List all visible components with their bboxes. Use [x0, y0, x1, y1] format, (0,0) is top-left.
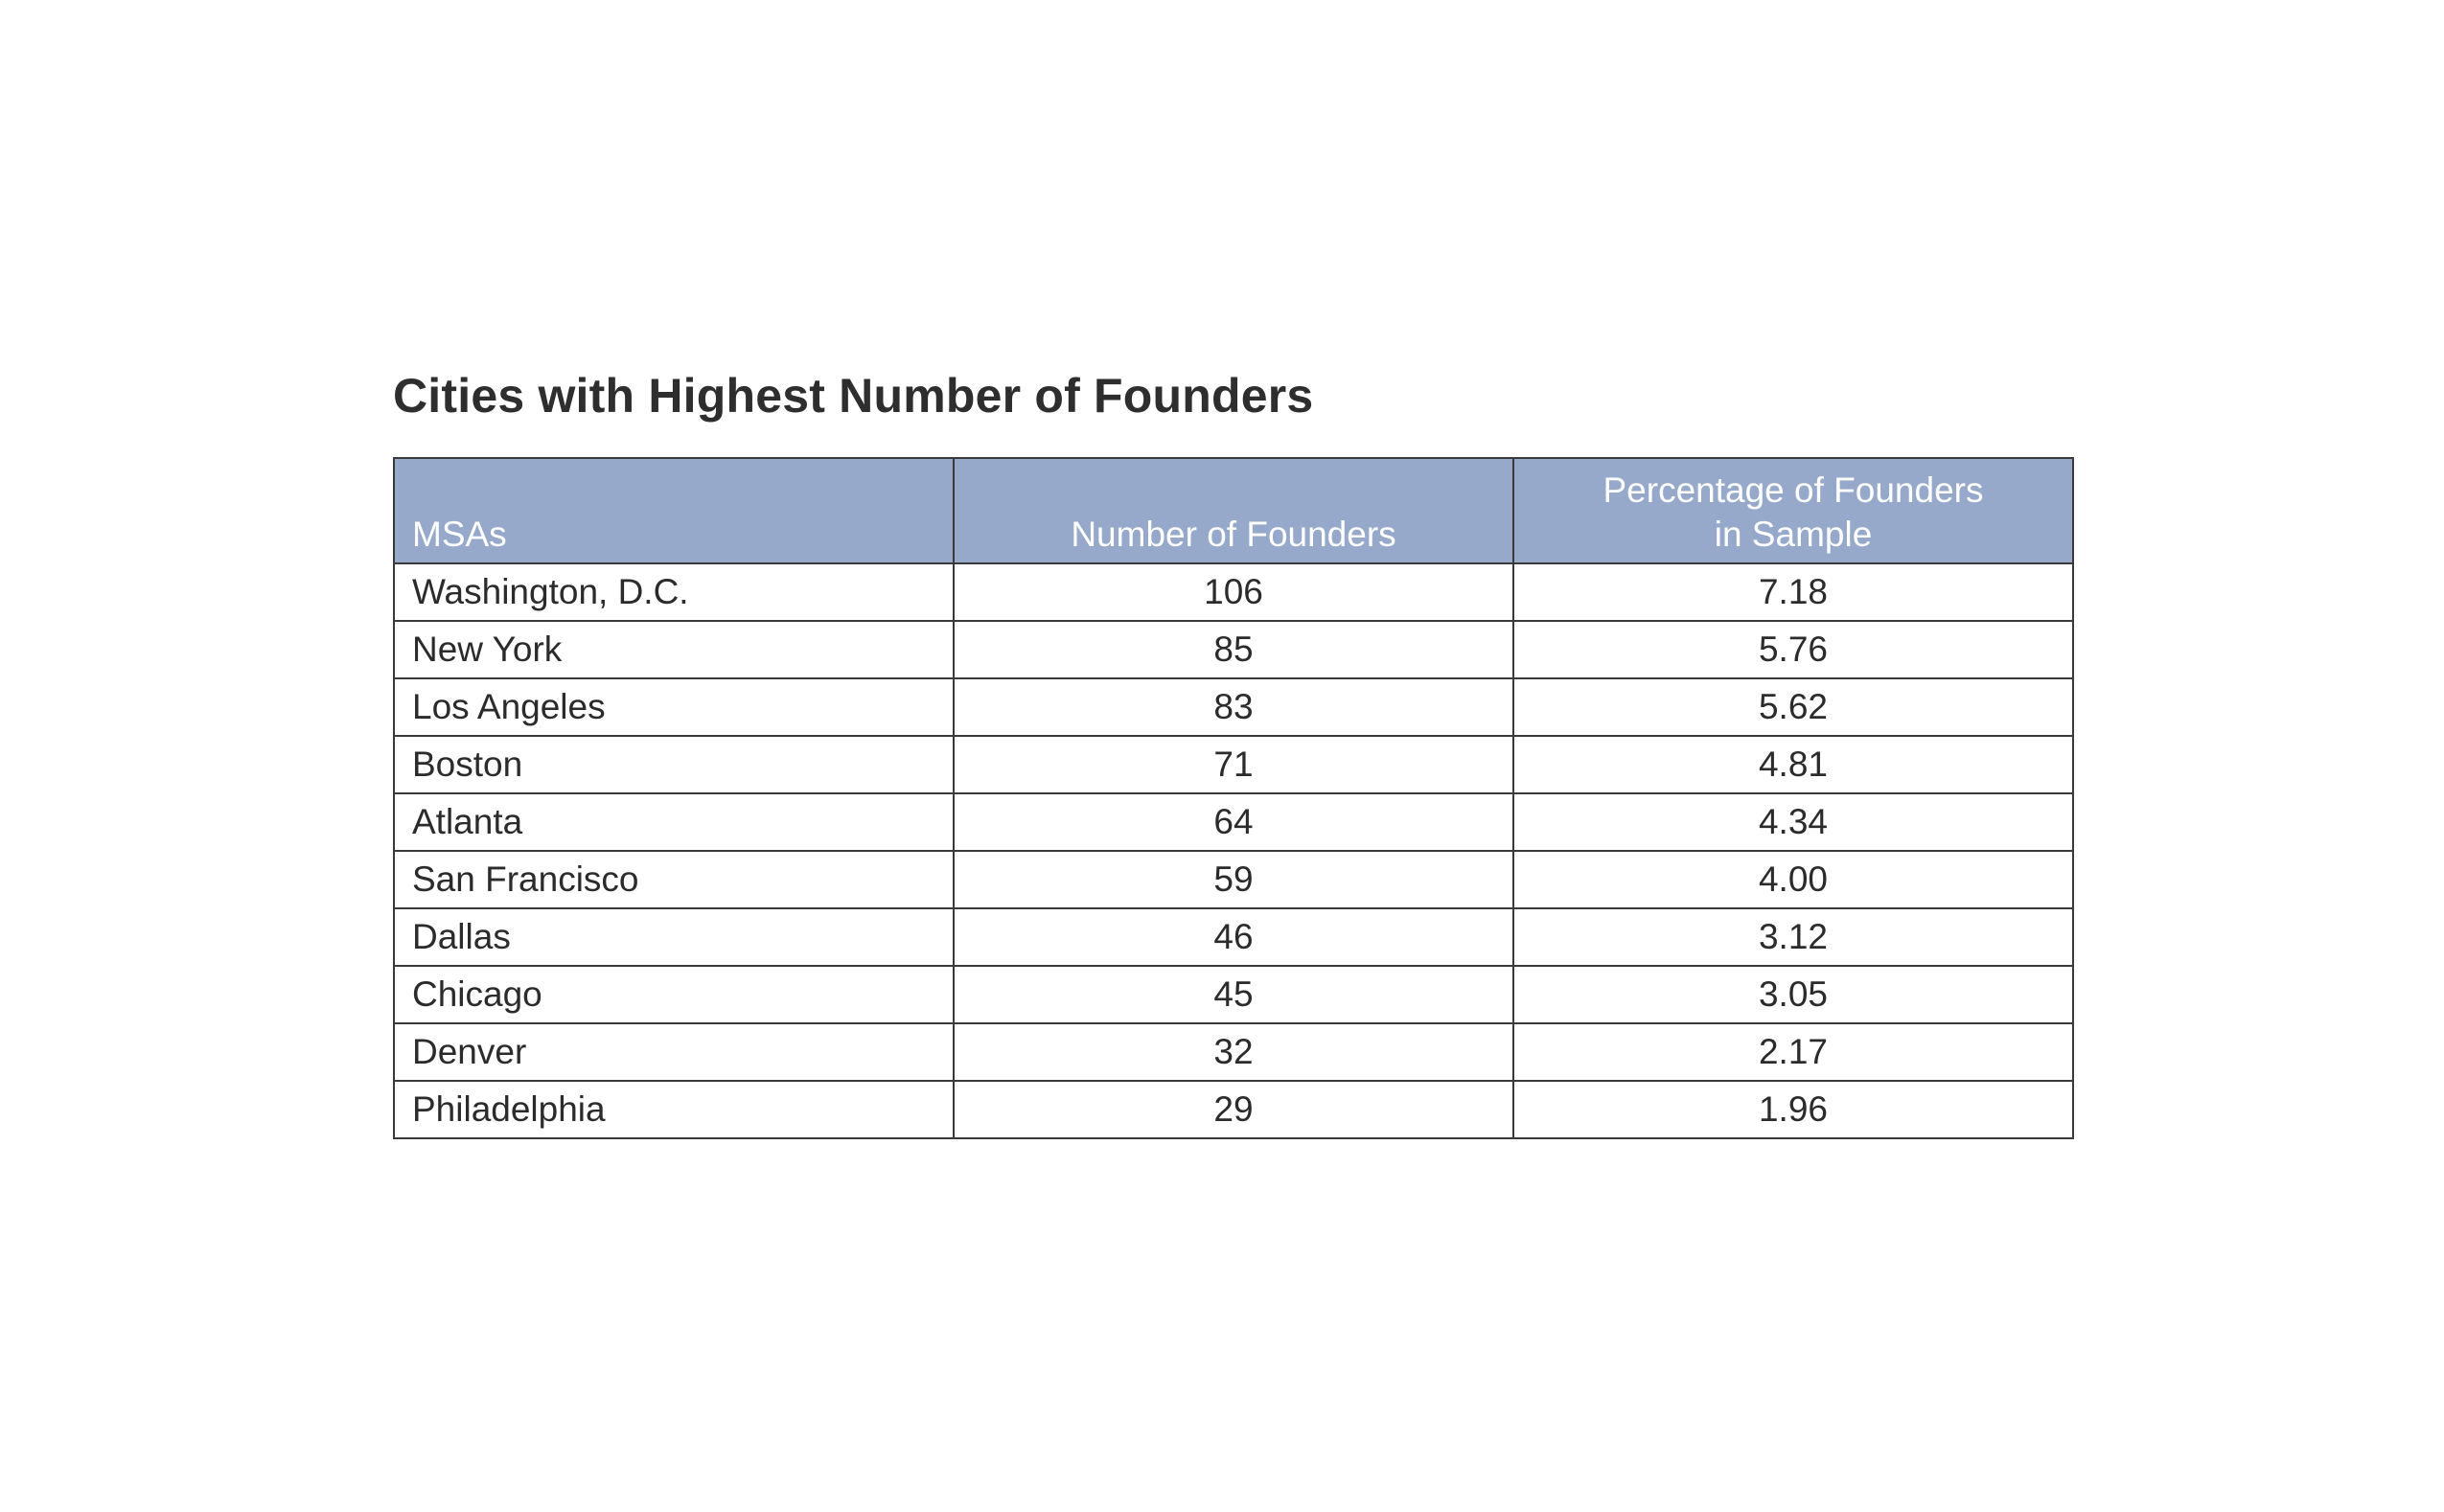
cell-msa: Atlanta — [394, 793, 954, 851]
table-title: Cities with Highest Number of Founders — [393, 369, 1314, 423]
cell-percentage: 4.34 — [1513, 793, 2073, 851]
cell-percentage: 7.18 — [1513, 563, 2073, 621]
cell-msa: Washington, D.C. — [394, 563, 954, 621]
table-row — [394, 1081, 2073, 1138]
cell-number: 46 — [954, 908, 1513, 966]
table-row — [394, 1023, 2073, 1081]
cell-number: 32 — [954, 1023, 1513, 1081]
cell-msa: Dallas — [394, 908, 954, 966]
cell-number: 85 — [954, 621, 1513, 678]
cell-percentage: 3.12 — [1513, 908, 2073, 966]
table-row — [394, 851, 2073, 908]
table-body — [394, 563, 2073, 1138]
table-row — [394, 966, 2073, 1023]
cell-msa: Los Angeles — [394, 678, 954, 736]
cell-msa: Boston — [394, 736, 954, 793]
cell-percentage: 4.00 — [1513, 851, 2073, 908]
cell-msa: Philadelphia — [394, 1081, 954, 1138]
table-row — [394, 621, 2073, 678]
cell-percentage: 5.62 — [1513, 678, 2073, 736]
table-row — [394, 793, 2073, 851]
cell-number: 29 — [954, 1081, 1513, 1138]
cell-percentage: 4.81 — [1513, 736, 2073, 793]
header-row — [394, 458, 2073, 563]
founders-table — [393, 457, 2074, 1139]
cell-number: 45 — [954, 966, 1513, 1023]
cell-percentage: 1.96 — [1513, 1081, 2073, 1138]
table-row — [394, 736, 2073, 793]
cell-msa: New York — [394, 621, 954, 678]
header-number-of-founders: Number of Founders — [954, 458, 1513, 563]
table-row — [394, 678, 2073, 736]
cell-percentage: 5.76 — [1513, 621, 2073, 678]
cell-number: 59 — [954, 851, 1513, 908]
table-row — [394, 563, 2073, 621]
cell-number: 64 — [954, 793, 1513, 851]
cell-percentage: 2.17 — [1513, 1023, 2073, 1081]
header-msas: MSAs — [394, 458, 954, 563]
cell-number: 71 — [954, 736, 1513, 793]
cell-percentage: 3.05 — [1513, 966, 2073, 1023]
cell-msa: San Francisco — [394, 851, 954, 908]
header-percentage-line-1: Percentage of Founders — [1602, 470, 1984, 510]
table-header — [394, 458, 2073, 563]
cell-msa: Chicago — [394, 966, 954, 1023]
header-percentage-of-founders — [1513, 458, 2073, 563]
cell-number: 83 — [954, 678, 1513, 736]
cell-number: 106 — [954, 563, 1513, 621]
header-percentage-line-2: in Sample — [1714, 515, 1873, 554]
table-row — [394, 908, 2073, 966]
cell-msa: Denver — [394, 1023, 954, 1081]
